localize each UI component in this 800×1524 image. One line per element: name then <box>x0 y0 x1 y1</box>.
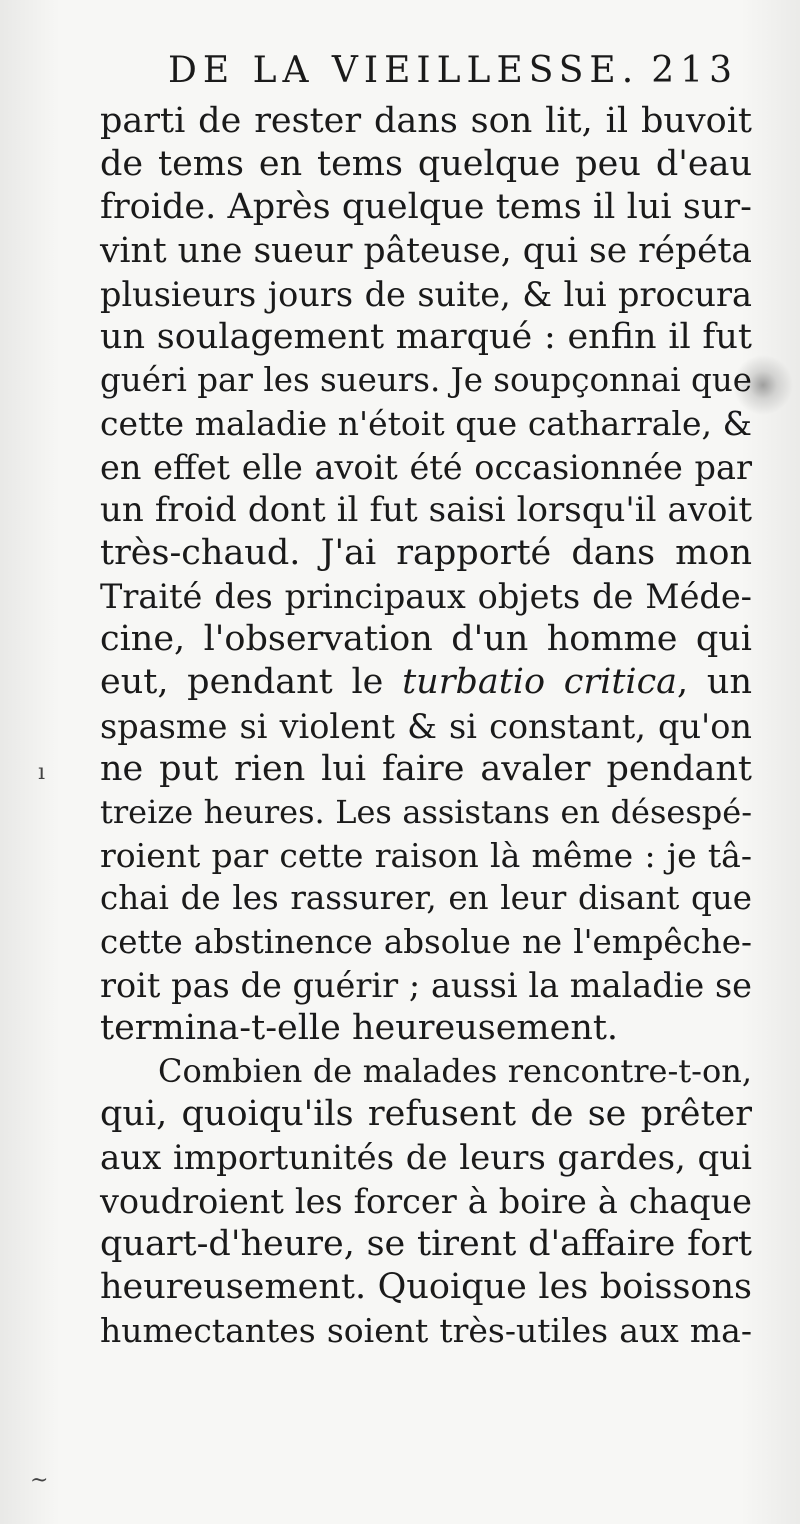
text-line-with-italic <box>100 661 752 704</box>
text-line: vint une sueur pâteuse, qui se répéta <box>100 230 752 271</box>
text-line: treize heures. Les assistans en désespé- <box>100 793 752 831</box>
text-line: plusieurs jours de suite, & lui procura <box>100 274 752 314</box>
margin-mark: ~ <box>30 1468 49 1493</box>
text-line: quart-d'heure, se tirent d'affaire fort <box>100 1223 752 1264</box>
text-line: Traité des principaux objets de Méde- <box>100 577 752 617</box>
text-line: cette maladie n'étoit que catharrale, & <box>100 404 752 444</box>
text-line: très-chaud. J'ai rapporté dans mon <box>100 532 752 573</box>
text-line: cine, l'observation d'un homme qui <box>100 619 752 660</box>
running-head <box>168 46 738 96</box>
text-line: chai de les rassurer, en leur disant que <box>100 879 752 918</box>
text-line: aux importunités de leurs gardes, qui <box>100 1137 752 1178</box>
text-line: un soulagement marqué : enfin il fut <box>100 316 752 357</box>
text-line: de tems en tems quelque peu d'eau <box>100 144 752 185</box>
text-line: froide. Après quelque tems il lui sur- <box>100 187 752 228</box>
text-line: un froid dont il fut saisi lorsqu'il avoit <box>100 489 752 530</box>
page-number: 213 <box>651 50 738 91</box>
text-segment: , un <box>677 662 752 703</box>
italic-term: turbatio critica <box>402 662 678 703</box>
paragraph-end-line: termina-t-elle heureusement. <box>100 1007 619 1048</box>
text-segment: eut, pendant le <box>100 662 403 703</box>
text-line: roient par cette raison là même : je tâ- <box>100 836 752 876</box>
margin-mark: ı <box>38 760 46 785</box>
text-line: en effet elle avoit été occasionnée par <box>100 447 752 487</box>
text-line: qui, quoiqu'ils refusent de se prêter <box>100 1094 752 1135</box>
text-line: ne put rien lui faire avaler pendant <box>100 748 752 789</box>
text-line: humectantes soient très-utiles aux ma- <box>100 1311 752 1351</box>
text-line: cette abstinence absolue ne l'empêche- <box>100 922 752 961</box>
text-line: voudroient les forcer à boire à chaque <box>100 1181 752 1221</box>
text-line: guéri par les sueurs. Je soupçonnai que <box>100 361 752 400</box>
paragraph-start-line: Combien de malades rencontre-t-on, <box>158 1052 752 1091</box>
text-line: spasme si violent & si constant, qu'on <box>100 706 752 746</box>
running-head-title: DE LA VIEILLESSE. <box>168 50 640 91</box>
text-line: parti de rester dans son lit, il buvoit <box>100 101 752 141</box>
text-line: roit pas de guérir ; aussi la maladie se <box>100 965 752 1005</box>
body-text <box>100 100 752 1352</box>
text-line: heureusement. Quoique les boissons <box>100 1267 752 1308</box>
